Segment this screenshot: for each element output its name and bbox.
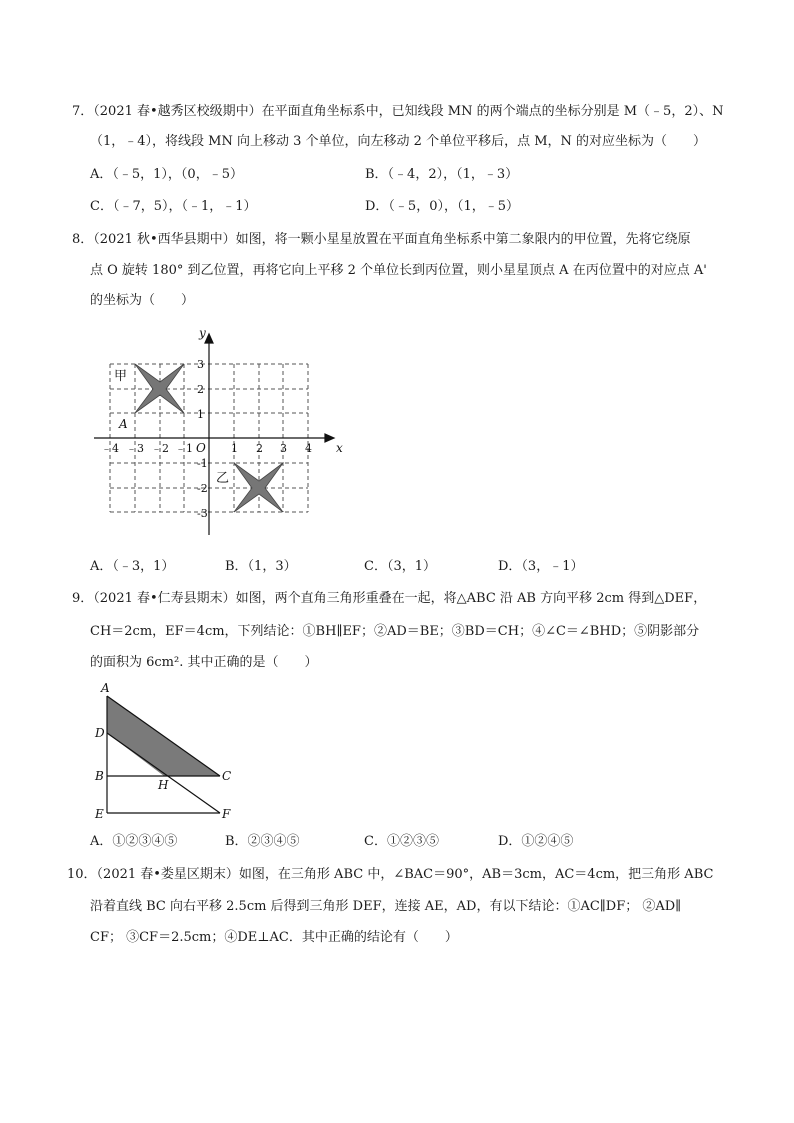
x-tick: 3 — [280, 442, 287, 455]
y-tick: -3 — [197, 507, 208, 520]
q8-option-a[interactable]: A．（﹣3，1） — [90, 559, 175, 574]
q8-stem-line-3: 的坐标为（ ） — [90, 293, 195, 308]
q7-option-b[interactable]: B．（﹣4，2），（1，﹣3） — [365, 167, 519, 182]
q9-option-d[interactable]: D．①②④⑤ — [498, 834, 574, 849]
y-tick: 1 — [197, 408, 204, 421]
q9-option-b[interactable]: B．②③④⑤ — [225, 834, 300, 849]
label-jia: 甲 — [114, 369, 128, 384]
point-a-label: A — [119, 417, 128, 431]
q8-option-c[interactable]: C．（3，1） — [364, 559, 436, 574]
x-axis-label: x — [336, 441, 343, 455]
x-tick: 4 — [305, 442, 312, 455]
q9-stem-line-2: CH＝2cm，EF＝4cm，下列结论：①BH∥EF；②AD＝BE；③BD＝CH；④∠C＝∠BHD；⑤阴影部分 — [90, 624, 700, 639]
q9-stem-line-3: 的面积为 6cm². 其中正确的是（ ） — [90, 655, 318, 670]
y-tick: 3 — [197, 358, 204, 371]
label-d: D — [95, 726, 105, 740]
y-tick: -2 — [197, 482, 208, 495]
label-yi: 乙 — [216, 471, 230, 486]
q7-option-c[interactable]: C．（﹣7，5），（﹣1，﹣1） — [90, 199, 257, 214]
q8-stem-line-2: 点 O 旋转 180° 到乙位置，再将它向上平移 2 个单位长到丙位置，则小星星顶点 A 在丙位置中的对应点 A' — [90, 263, 707, 278]
q7-stem-line-1: 7．（2021 春•越秀区校级期中）在平面直角坐标系中，已知线段 MN 的两个端点的坐标分别是 M（﹣5，2）、N — [72, 104, 724, 119]
label-a: A — [101, 681, 110, 695]
q9-option-c[interactable]: C．①②③⑤ — [364, 834, 439, 849]
label-h: H — [158, 778, 169, 792]
q10-stem-line-1: 10．（2021 春•娄星区期末）如图，在三角形 ABC 中，∠BAC＝90°，AB＝3cm，AC＝4cm，把三角形 ABC — [67, 867, 714, 882]
y-axis-label: y — [199, 326, 206, 340]
y-tick: 2 — [197, 383, 204, 396]
x-tick: ﹣4 — [101, 442, 119, 455]
q10-stem-line-3: CF； ③CF＝2.5cm；④DE⊥AC．其中正确的结论有（ ） — [90, 930, 458, 945]
label-f: F — [222, 807, 231, 821]
q8-stem-line-1: 8．（2021 秋•西华县期中）如图，将一颗小星星放置在平面直角坐标系中第二象限内的甲位置，先将它绕原 — [72, 232, 691, 247]
label-c: C — [222, 769, 232, 783]
q9-option-a[interactable]: A．①②③④⑤ — [90, 834, 178, 849]
origin-label: O — [196, 441, 206, 455]
q10-stem-line-2: 沿着直线 BC 向右平移 2.5cm 后得到三角形 DEF，连接 AE，AD，有以下结论：①AC∥DF； ②AD∥ — [90, 899, 682, 914]
x-tick: ﹣3 — [126, 442, 144, 455]
x-tick: ﹣2 — [151, 442, 169, 455]
label-b: B — [95, 769, 104, 783]
q7-option-a[interactable]: A．（﹣5，1），（0，﹣5） — [90, 167, 243, 182]
q9-stem-line-1: 9．（2021 春•仁寿县期末）如图，两个直角三角形重叠在一起，将△ABC 沿 AB 方向平移 2cm 得到△DEF， — [72, 591, 707, 606]
x-tick: 1 — [231, 442, 238, 455]
q7-stem-line-2: （1，﹣4），将线段 MN 向上移动 3 个单位，向左移动 2 个单位平移后，点 M，N 的对应坐标为（ ） — [90, 134, 707, 149]
q7-option-d[interactable]: D．（﹣5，0），（1，﹣5） — [365, 199, 520, 214]
label-e: E — [95, 807, 104, 821]
x-tick: 2 — [256, 442, 263, 455]
x-tick: ﹣1 — [175, 442, 193, 455]
y-tick: -1 — [197, 457, 208, 470]
q8-option-d[interactable]: D．（3，﹣1） — [498, 559, 584, 574]
q8-option-b[interactable]: B．（1，3） — [225, 559, 297, 574]
